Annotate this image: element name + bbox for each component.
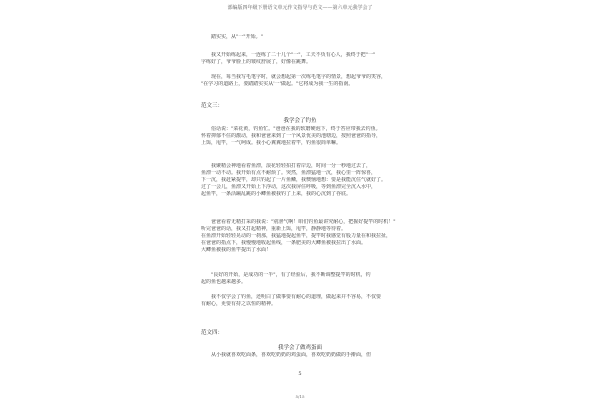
paragraph-line: 字练好了，爷爷脸上的皱纹舒展了，好像在跳舞。 [201, 59, 312, 65]
paragraph-line: 我又开始练起来，一连练了二十几个"一"，工夫不负有心人，我终于把"一" [211, 52, 376, 58]
paragraph-line: 大鲫鱼被我的鱼竿提出了水面！ [201, 247, 272, 253]
paragraph-line: 怀着抑郁不住的激动，我和爸爸来到了一个风景优美的池塘边，按照爸爸的指导， [201, 133, 382, 139]
page-number: 5 [298, 371, 302, 377]
paragraph [201, 52, 397, 66]
section-heading: 范文三： [201, 103, 224, 109]
paragraph-line: "在学习的道路上，要踏踏实实从'一'做起。"它将成为我一生的指南。 [201, 81, 354, 87]
paragraph-line: 踏实实，从"一"开始。" [211, 34, 263, 40]
paragraph [201, 272, 397, 286]
paragraph-line: "良好的开始，是成功的一半"，有了经验后，我不断调整提竿的时机，钓 [211, 272, 371, 278]
paragraph [201, 34, 397, 41]
paragraph-line: 有耐心，更要有持之以恒的精神。 [201, 301, 277, 307]
paragraph-line: 我聚精会神地看着鱼漂，浪花轻轻拍打着岸边，时间一分一秒地过去了， [211, 163, 372, 169]
paragraph-line: 起鱼竿，一条活蹦乱跳的小鲫鱼被我钓了上来，我的心沉到了谷底。 [201, 191, 352, 197]
paragraph-line: 在鱼漂开始轻轻晃动的一刹那，我猛地提起鱼竿，提竿时我感觉有股力量在和我拉扯， [201, 233, 392, 239]
paragraph [201, 74, 397, 88]
paragraph-line: 从小我就喜欢吃面条，喜欢吃奶奶的鸡蛋面，喜欢吃奶奶做的手擀面，但 [211, 352, 372, 358]
paragraph [201, 352, 397, 359]
paragraph [201, 219, 397, 254]
paragraph [201, 294, 397, 308]
paragraph-line: 下一沉，我赶紧提竿，却只钓起了一片鱼鳞，我懊恼地想：要是我能沉住气就好了。 [201, 177, 387, 183]
footer-page-indicator: 5/15 [295, 394, 305, 399]
paragraph-line: 俗话说："菜花黄，钓鱼忙。"爸爸在我的软磨硬泡下，终于答应带我去钓鱼。 [211, 126, 381, 132]
paragraph-line: 在爸爸的指点下，我慢慢地收起鱼线，一条肥美的大鲫鱼被我拉出了水面。 [201, 240, 367, 246]
page-header: 部编版四年级下册语文单元作文指导与范文——第六单元我学会了 [227, 5, 373, 11]
paragraph-line: 鱼漂一动不动。我开始有点不耐烦了。突然，鱼漂猛地一沉，我心里一阵惊喜， [201, 170, 377, 176]
paragraph-line: 爸爸看着无精打采的我说："别泄气啊！咱们钓鱼最讲究耐心，把握好提竿的时机！" [211, 219, 396, 225]
paragraph-line: 起的鱼也越来越多。 [201, 279, 247, 285]
paragraph [201, 126, 397, 147]
paragraph-line: 我不仅学会了钓鱼，还明白了做事要有耐心的道理，做起来并不容易，不仅要 [211, 294, 382, 300]
essay-title: 我学会了钓鱼 [283, 118, 317, 124]
paragraph-line: 上饵，甩竿，一气呵成。我小心翼翼地拉着竿，钓鱼很简单嘛。 [201, 140, 342, 146]
paragraph-line: 过了一会儿，鱼漂又开始上下浮动，这次我屏住呼吸，等到鱼漂完全沉入水中， [201, 184, 377, 190]
essay-title: 我学会了做鸡蛋面 [277, 345, 322, 351]
section-heading: 范文四： [201, 330, 224, 336]
paragraph-line: 听完爸爸的话，我又打起精神，重新上饵，甩竿，静静地等待着。 [201, 226, 347, 232]
paragraph [201, 163, 397, 198]
paragraph-line: 现在，每当我写毛笔字时，就会想起第一次练毛笔字的情景，想起爷爷的笑容， [211, 74, 387, 80]
